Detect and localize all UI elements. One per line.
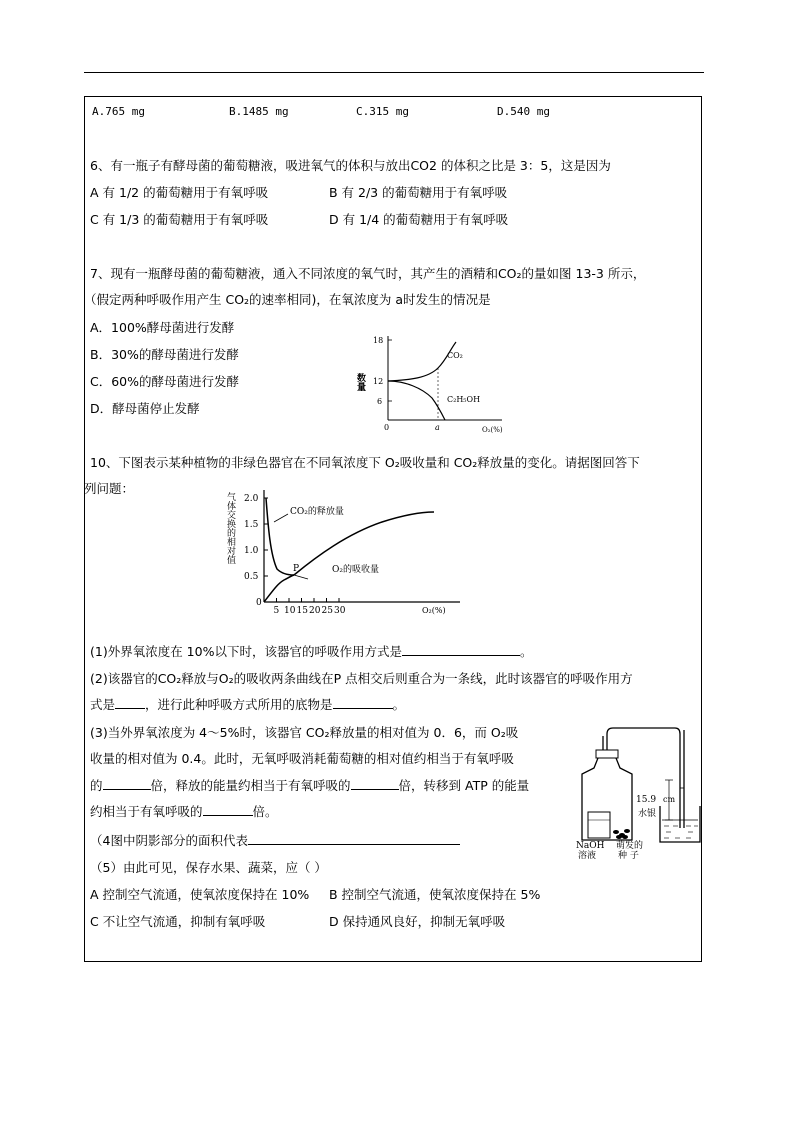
q10-sub3-l4-post: 倍。 xyxy=(252,804,278,819)
q10-sub1 xyxy=(90,643,532,661)
q10-sub3-blank2[interactable] xyxy=(351,777,399,790)
q10-xtick-label: 25 xyxy=(321,606,333,616)
q7-option-d: D．酵母菌停止发酵 xyxy=(90,401,200,416)
q10-ytick-label: 2.0 xyxy=(244,494,259,504)
q10-sub2-line2 xyxy=(90,696,405,714)
bottle-stopper xyxy=(596,750,618,758)
q10-sub3-l3-mid: 倍，释放的能量约相当于有氧呼吸的 xyxy=(150,778,351,793)
q10-sub2-blank2[interactable] xyxy=(333,696,393,709)
option-d: D.540 mg xyxy=(497,105,550,118)
header-rule xyxy=(84,72,704,73)
q7-xlabel: O₂(%) xyxy=(482,426,503,434)
q10-ytick-label: 0 xyxy=(256,598,262,608)
q10-label-p: P xyxy=(293,564,300,574)
q7-stem-line1: 7、现有一瓶酵母菌的葡萄糖液，通入不同浓度的氧气时，其产生的酒精和CO₂的量如图 13-3 所示， xyxy=(90,266,646,281)
q10-sub4-text: （4图中阴影部分的面积代表 xyxy=(90,833,248,848)
q7-co2-curve xyxy=(388,342,456,381)
q10-stem-line1: 10、下图表示某种植物的非绿色器官在不同氧浓度下 O₂吸收量和 CO₂释放量的变化。请据图回答下 xyxy=(90,455,640,470)
q10-label-o2: O₂的吸收量 xyxy=(332,565,379,575)
label-seed-1: 萌发的 xyxy=(616,841,644,851)
q10-stem-line2: 列问题： xyxy=(84,481,135,496)
q10-sub1-text: (1)外界氧浓度在 10%以下时，该器官的呼吸作用方式是 xyxy=(90,644,402,659)
q10-xtick-label: 20 xyxy=(309,606,321,616)
q10-xlabel: O₂(%) xyxy=(422,606,446,615)
measure-unit: cm xyxy=(663,795,676,804)
q10-sub3-line1: (3)当外界氧浓度为 4～5%时，该器官 CO₂释放量的相对值为 0．6，而 O₂吸 xyxy=(90,725,519,740)
q7-label-co2: CO₂ xyxy=(447,351,463,360)
q10-sub5: （5）由此可见，保存水果、蔬菜，应（ ） xyxy=(90,860,327,875)
q10-sub3-l4-pre: 约相当于有氧呼吸的 xyxy=(90,804,203,819)
q10-sub2-blank1[interactable] xyxy=(115,696,145,709)
label-mercury: 水银 xyxy=(638,809,657,819)
q10-sub1-end: 。 xyxy=(519,644,533,659)
q10-sub5-option-d: D 保持通风良好，抑制无氧呼吸 xyxy=(329,914,506,929)
naoh-beaker xyxy=(588,812,610,838)
q7-option-c: C．60%的酵母菌进行发酵 xyxy=(90,374,240,389)
q10-sub1-blank[interactable] xyxy=(402,643,520,656)
q10-o2-curve xyxy=(264,575,294,602)
q7-ethanol-curve xyxy=(388,381,445,420)
seeds xyxy=(613,829,630,839)
q10-sub3-line3 xyxy=(90,777,529,795)
q10-sub4-blank[interactable] xyxy=(248,832,460,845)
q7-figure xyxy=(350,328,510,438)
q10-sub3-l3-post: 倍，转移到 ATP 的能量 xyxy=(398,778,530,793)
apparatus-figure xyxy=(572,722,706,860)
q10-sub3-line4 xyxy=(90,803,278,821)
q10-sub2-pre: 式是 xyxy=(90,697,116,712)
label-naoh-2: 溶液 xyxy=(578,851,597,860)
q10-ytick-label: 1.0 xyxy=(244,546,259,556)
q10-sub5-option-c: C 不让空气流通，抑制有氧呼吸 xyxy=(90,914,266,929)
option-a: A.765 mg xyxy=(92,105,145,118)
q10-sub5-option-a: A 控制空气流通，使氧浓度保持在 10% xyxy=(90,887,310,902)
q10-sub2-mid: ，进行此种呼吸方式所用的底物是 xyxy=(145,697,333,712)
q10-xtick-label: 30 xyxy=(334,606,346,616)
option-c: C.315 mg xyxy=(356,105,409,118)
q6-option-a: A 有 1/2 的葡萄糖用于有氧呼吸 xyxy=(90,185,269,200)
q10-sub3-blank3[interactable] xyxy=(203,803,253,816)
q10-sub3-line2: 收量的相对值为 0.4。此时，无氧呼吸消耗葡萄糖的相对值约相当于有氧呼吸 xyxy=(90,751,514,766)
q10-sub5-option-b: B 控制空气流通，使氧浓度保持在 5% xyxy=(329,887,541,902)
q7-option-a: A．100%酵母菌进行发酵 xyxy=(90,320,235,335)
q10-ylabel: 气体交换的相对值 xyxy=(225,492,235,564)
q6-stem: 6、有一瓶子有酵母菌的葡萄糖液，吸进氧气的体积与放出CO2 的体积之比是 3：5，这是因为 xyxy=(90,158,611,173)
q10-sub2-end: 。 xyxy=(392,697,406,712)
q10-figure xyxy=(222,484,472,620)
q10-sub4 xyxy=(90,832,460,850)
q7-ylabel: 数量 xyxy=(355,373,365,391)
label-seed-2: 种 子 xyxy=(618,851,639,860)
option-b: B.1485 mg xyxy=(229,105,289,118)
q6-option-c: C 有 1/3 的葡萄糖用于有氧呼吸 xyxy=(90,212,269,227)
q10-sub3-blank1[interactable] xyxy=(103,777,151,790)
q6-option-b: B 有 2/3 的葡萄糖用于有氧呼吸 xyxy=(329,185,508,200)
q10-xtick-label: 15 xyxy=(296,606,308,616)
q7-option-b: B．30%的酵母菌进行发酵 xyxy=(90,347,239,362)
q10-ytick-label: 0.5 xyxy=(244,572,259,582)
q7-ytick-6: 6 xyxy=(377,397,383,406)
q7-xtick-a: a xyxy=(435,423,440,432)
q10-sub3-l3-pre: 的 xyxy=(90,778,103,793)
q7-xtick-origin: 0 xyxy=(384,423,390,432)
label-naoh-1: NaOH xyxy=(576,841,605,851)
q10-xtick-label: 10 xyxy=(284,606,296,616)
q10-xtick-label: 5 xyxy=(273,606,280,616)
q7-ytick-18: 18 xyxy=(373,336,384,345)
q10-sub2-line1: (2)该器官的CO₂释放与O₂的吸收两条曲线在P 点相交后则重合为一条线，此时该器官的呼吸作用方 xyxy=(90,671,633,686)
q10-label-co2: CO₂的释放量 xyxy=(290,507,344,517)
q7-ytick-12: 12 xyxy=(373,377,384,386)
q7-stem-line2: （假定两种呼吸作用产生 CO₂的速率相同)，在氧浓度为 a时发生的情况是 xyxy=(84,292,491,307)
q10-ytick-label: 1.5 xyxy=(244,520,259,530)
q6-option-d: D 有 1/4 的葡萄糖用于有氧呼吸 xyxy=(329,212,509,227)
q7-label-ethanol: C₂H₅OH xyxy=(447,395,481,404)
measure-value: 15.9 xyxy=(636,795,657,805)
